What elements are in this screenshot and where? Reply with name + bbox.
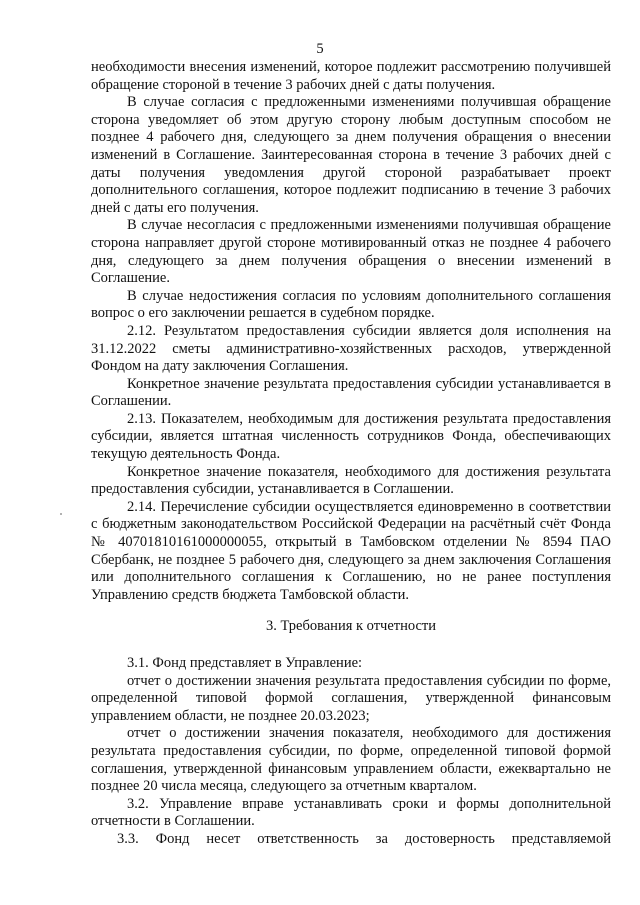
paragraph-3-2: 3.2. Управление вправе устанавливать сроки и формы дополнительной отчетности в Соглашении. — [91, 795, 611, 830]
paragraph-2-14: 2.14. Перечисление субсидии осуществляется единовременно в соответствии с бюджетным законодательством Российской Федерации на расчётный счёт Фонда № 40701810161000000055, открытый в Тамбовском отделении № 8594 ПАО Сбербанк, не позднее 5 рабочего дня, следующего за днем заключения Соглашения или дополнительного соглашения к Соглашению, но не ранее поступления Управлению средств бюджета Тамбовской области. — [91, 498, 611, 603]
paragraph-no-agreement-case: В случае недостижения согласия по условиям дополнительного соглашения вопрос о его заключении решается в судебном порядке. — [91, 287, 611, 322]
margin-mark — [60, 513, 62, 515]
document-body — [91, 59, 611, 849]
paragraph-indicator-report: отчет о достижении значения показателя, необходимого для достижения результата предоставления субсидии, по форме, определенной типовой формой соглашения, утвержденной финансовым управлением области, ежеквартально не позднее 20 числа месяца, следующего за отчетным кварталом. — [91, 725, 611, 795]
page-number: 5 — [316, 41, 324, 57]
paragraph-disagreement-case: В случае несогласия с предложенными изменениями получившая обращение сторона направляет другой стороне мотивированный отказ не позднее 4 рабочего дня, следующего за днем получения обращения о внесении изменений в Соглашение. — [91, 217, 611, 287]
paragraph-indicator-value: Конкретное значение показателя, необходимого для достижения результата предоставления субсидии, устанавливается в Соглашении. — [91, 463, 611, 498]
paragraph-continuation: необходимости внесения изменений, которое подлежит рассмотрению получившей обращение стороной в течение 3 рабочих дней с даты получения. — [91, 59, 611, 93]
paragraph-3-1: 3.1. Фонд представляет в Управление: — [127, 655, 363, 671]
paragraph-result-report: отчет о достижении значения результата предоставления субсидии по форме, определенной типовой формой соглашения, утвержденной финансовым управлением области, не позднее 20.03.2023; — [91, 672, 611, 724]
paragraph-3-3: 3.3. Фонд несет ответственность за достоверность представляемой — [117, 830, 611, 847]
paragraph-2-13: 2.13. Показателем, необходимым для достижения результата предоставления субсидии, является штатная численность сотрудников Фонда, обеспечивающих текущую деятельность Фонда. — [91, 410, 611, 463]
paragraph-2-12: 2.12. Результатом предоставления субсидии является доля исполнения на 31.12.2022 сметы административно-хозяйственных расходов, утвержденной Фондом на дату заключения Соглашения. — [91, 322, 611, 375]
paragraph-agreement-case: В случае согласия с предложенными изменениями получившая обращение сторона уведомляет об этом другую сторону любым доступным способом не позднее 4 рабочего дня, следующего за днем получения обращения о внесении изменений в Соглашение. Заинтересованная сторона в течение 3 рабочих дней с даты получения уведомления другой стороной разрабатывает проект дополнительного соглашения, которое подлежит подписанию в течение 3 рабочих дней с даты его получения. — [91, 94, 611, 216]
section-heading: 3. Требования к отчетности — [265, 618, 437, 635]
paragraph-result-value: Конкретное значение результата предоставления субсидии устанавливается в Соглашении. — [91, 375, 611, 410]
